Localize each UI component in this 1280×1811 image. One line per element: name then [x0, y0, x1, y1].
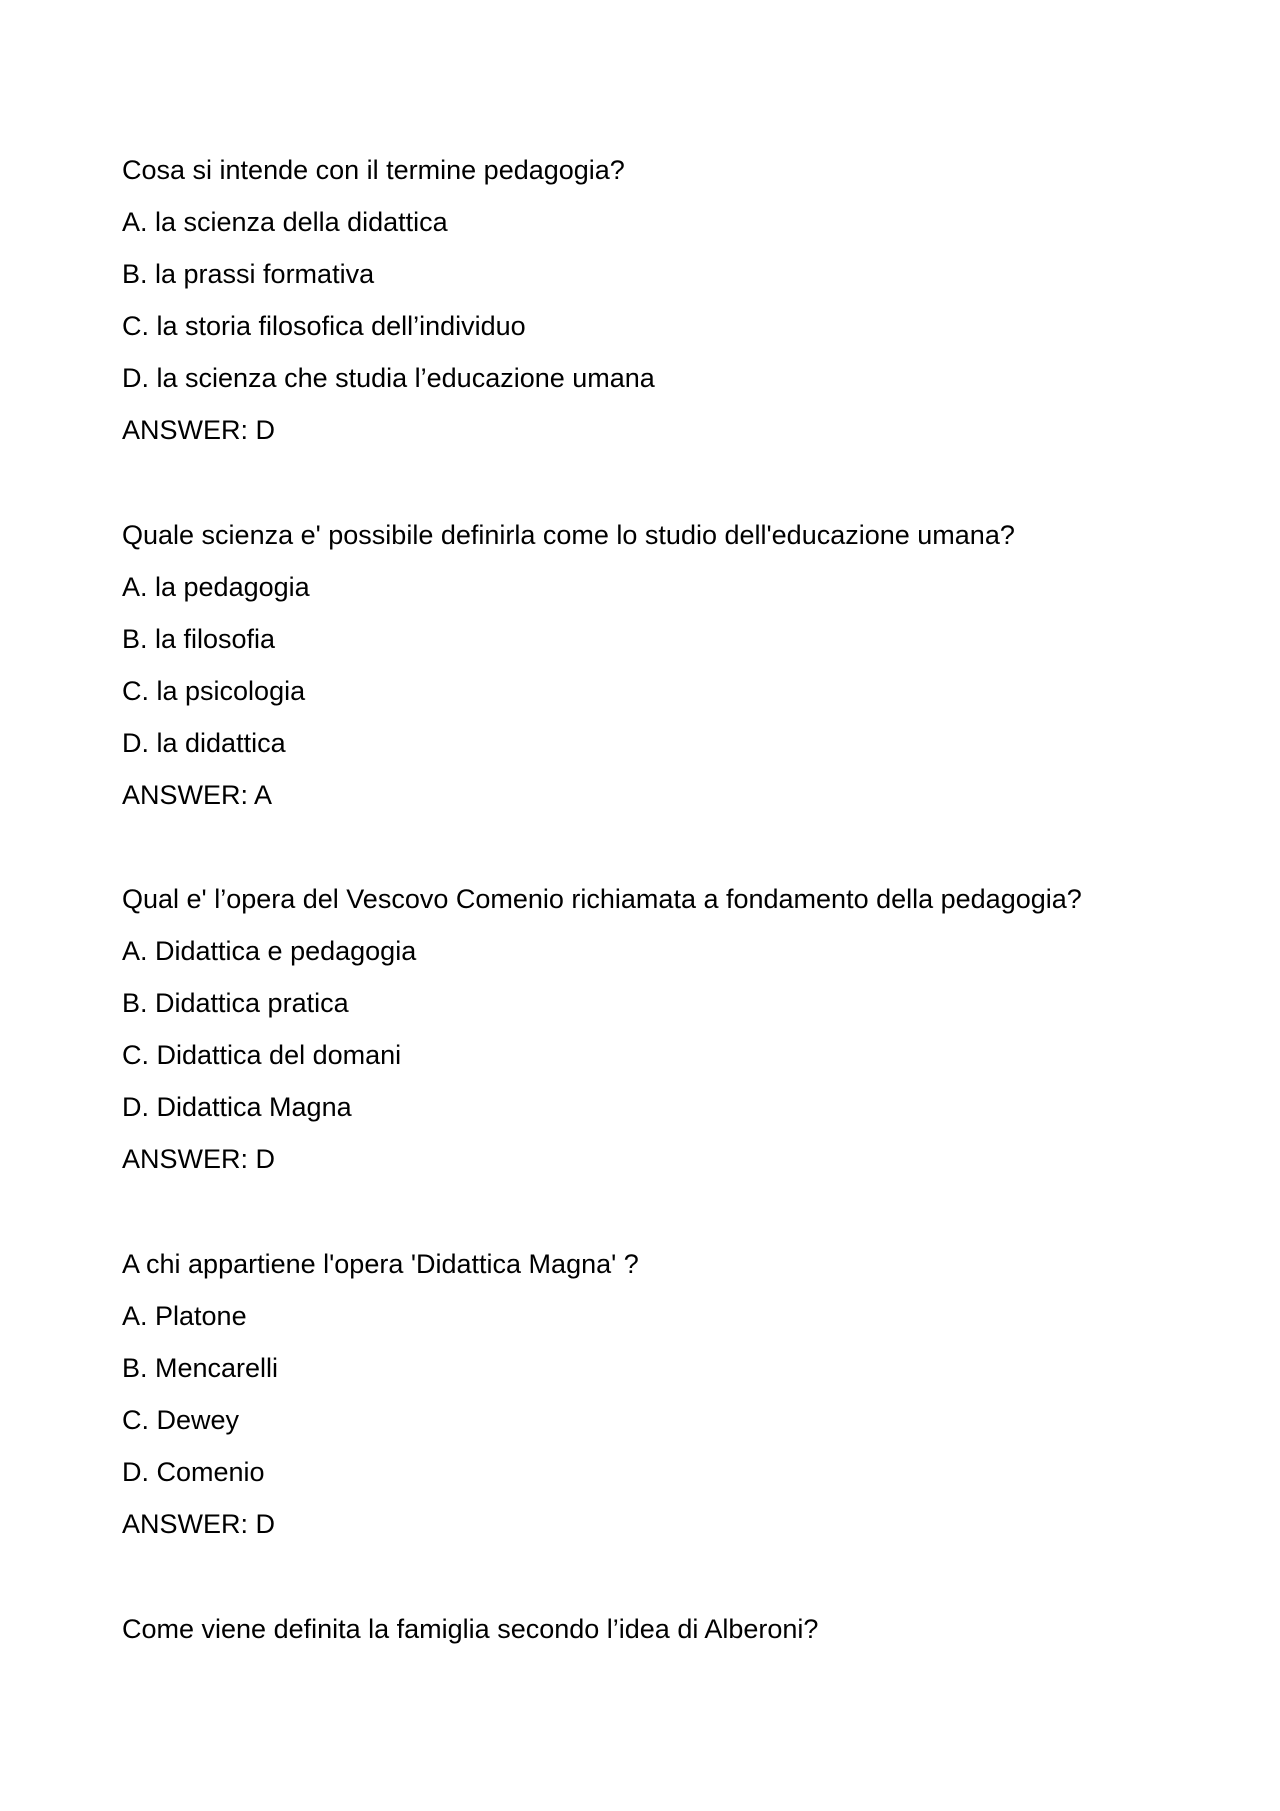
answer-option: D. la didattica — [122, 728, 286, 758]
answer-option: D. la scienza che studia l’educazione umana — [122, 363, 655, 393]
answer-option: C. la psicologia — [122, 676, 306, 706]
answer-option: C. Dewey — [122, 1405, 240, 1435]
answer-option: B. la prassi formativa — [122, 259, 375, 289]
correct-answer: ANSWER: D — [122, 1509, 276, 1539]
correct-answer: ANSWER: D — [122, 1144, 276, 1174]
answer-option: C. la storia filosofica dell’individuo — [122, 311, 526, 341]
answer-option: A. la scienza della didattica — [122, 207, 448, 237]
answer-option: B. Mencarelli — [122, 1353, 279, 1383]
question-text: Quale scienza e' possibile definirla come lo studio dell'educazione umana? — [122, 520, 1015, 550]
answer-option: D. Didattica Magna — [122, 1092, 352, 1122]
correct-answer: ANSWER: D — [122, 415, 276, 445]
question-text: Qual e' l’opera del Vescovo Comenio richiamata a fondamento della pedagogia? — [122, 884, 1082, 914]
answer-option: A. Platone — [122, 1301, 247, 1331]
answer-option: B. Didattica pratica — [122, 988, 349, 1018]
answer-option: C. Didattica del domani — [122, 1040, 402, 1070]
question-text: Come viene definita la famiglia secondo l’idea di Alberoni? — [122, 1614, 819, 1644]
answer-option: A. Didattica e pedagogia — [122, 936, 417, 966]
question-text: A chi appartiene l'opera 'Didattica Magna' ? — [122, 1249, 639, 1279]
question-text: Cosa si intende con il termine pedagogia? — [122, 155, 625, 185]
correct-answer: ANSWER: A — [122, 780, 273, 810]
answer-option: B. la filosofia — [122, 624, 276, 654]
answer-option: A. la pedagogia — [122, 572, 310, 602]
answer-option: D. Comenio — [122, 1457, 265, 1487]
